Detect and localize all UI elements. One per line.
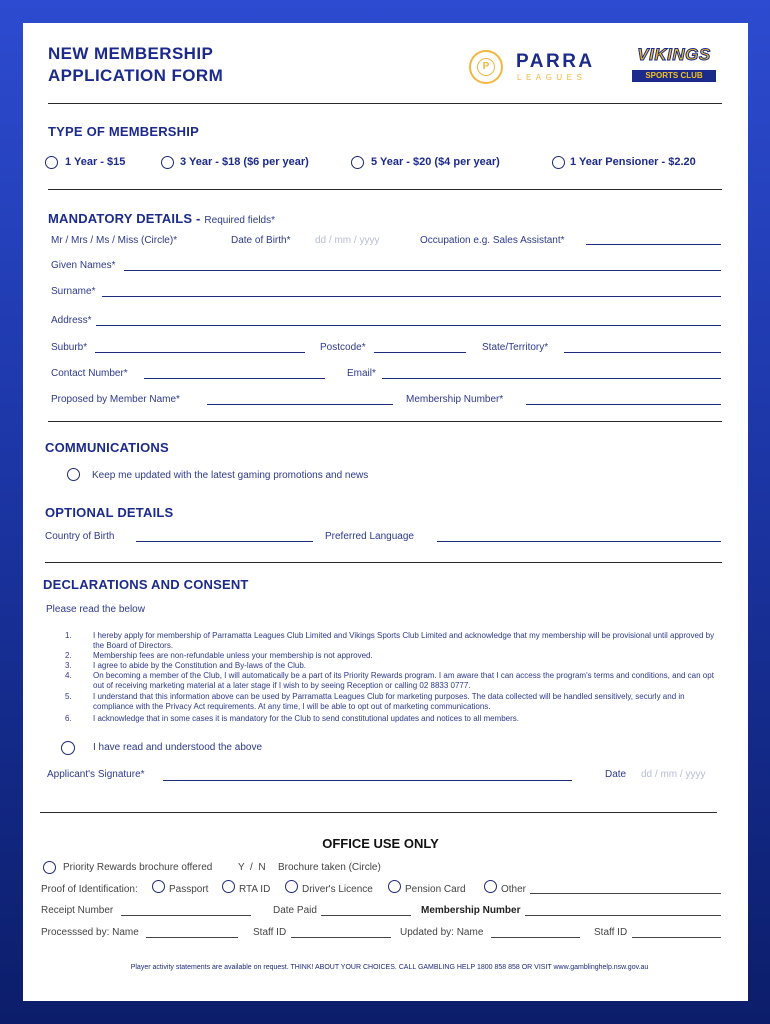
processed-by-label: Processsed by: Name (41, 927, 139, 938)
decl-1-text: I hereby apply for membership of Parramatta Leagues Club Limited and Vikings Sports Club Limited and acknowledge that my membership will be provisional until approved by the Board of Directors. (93, 631, 715, 650)
title-label: Mr / Mrs / Ms / Miss (Circle)* (51, 235, 178, 246)
membership-type-heading: TYPE OF MEMBERSHIP (48, 124, 199, 139)
required-fields-note: Required fields* (204, 215, 276, 226)
signature-field[interactable] (163, 780, 572, 781)
country-label: Country of Birth (45, 531, 115, 542)
signature-label: Applicant's Signature* (47, 769, 145, 780)
email-field[interactable] (382, 378, 721, 379)
drivers-licence-radio[interactable] (285, 880, 298, 893)
rta-id-label: RTA ID (239, 884, 271, 895)
membership-1yr-radio[interactable] (45, 156, 58, 169)
brochure-offered-label: Priority Rewards brochure offered (63, 862, 213, 873)
sports-club-logo-text: SPORTS CLUB (632, 70, 716, 82)
parra-circle-icon: P (469, 50, 503, 84)
proposer-field[interactable] (207, 404, 393, 405)
email-label: Email* (347, 368, 376, 379)
optional-heading: OPTIONAL DETAILS (45, 505, 174, 520)
contact-number-label: Contact Number* (51, 368, 128, 379)
gaming-updates-label: Keep me updated with the latest gaming promotions and news (92, 470, 369, 481)
form-title-line2: APPLICATION FORM (48, 66, 224, 85)
postcode-label: Postcode* (320, 342, 366, 353)
vikings-logo-text: VIKINGS (637, 45, 711, 64)
form-title-line1: NEW MEMBERSHIP (48, 44, 214, 63)
staff-id-label: Staff ID (253, 927, 287, 938)
contact-number-field[interactable] (144, 378, 325, 379)
dob-label: Date of Birth* (231, 235, 291, 246)
updated-by-label: Updated by: Name (400, 927, 484, 938)
surname-field[interactable] (102, 296, 721, 297)
postcode-field[interactable] (374, 352, 466, 353)
decl-4-text: On becoming a member of the Club, I will automatically be a part of its Priority Rewards program. I am aware that I can access the program's terms and conditions, and can opt out of receiving marketing material at a later stage if I wish to by seeing Reception or calling 02 8833 0777. (93, 671, 714, 690)
confirm-read-radio[interactable] (61, 741, 75, 755)
mandatory-divider (48, 421, 722, 422)
address-label: Address* (51, 315, 92, 326)
updated-by-field[interactable] (491, 937, 580, 938)
membership-divider (48, 189, 722, 190)
staff-id-2-label: Staff ID (594, 927, 628, 938)
suburb-field[interactable] (95, 352, 305, 353)
office-use-heading: OFFICE USE ONLY (322, 836, 439, 851)
member-number-field[interactable] (526, 404, 721, 405)
pension-card-label: Pension Card (405, 884, 466, 895)
mandatory-heading (48, 210, 275, 228)
receipt-number-field[interactable] (121, 915, 251, 916)
address-field[interactable] (96, 325, 721, 326)
other-id-field[interactable] (530, 893, 721, 894)
form-page (23, 23, 748, 1001)
member-number-label: Membership Number* (406, 394, 504, 405)
brochure-yn[interactable]: Y / N (238, 862, 266, 873)
membership-5yr-label: 5 Year - $20 ($4 per year) (371, 156, 500, 168)
membership-number-office-field[interactable] (525, 915, 721, 916)
membership-5yr-radio[interactable] (351, 156, 364, 169)
decl-2-text: Membership fees are non-refundable unless your membership is not approved. (93, 651, 373, 660)
date-paid-field[interactable] (321, 915, 411, 916)
language-label: Preferred Language (325, 531, 414, 542)
country-field[interactable] (136, 541, 313, 542)
decl-3-text: I agree to abide by the Constitution and By-laws of the Club. (93, 661, 307, 670)
communications-heading: COMMUNICATIONS (45, 440, 169, 455)
optional-divider (45, 562, 722, 563)
declarations-heading: DECLARATIONS AND CONSENT (43, 577, 249, 592)
decl-4-num: 4. (65, 671, 72, 680)
rta-id-radio[interactable] (222, 880, 235, 893)
passport-label: Passport (169, 884, 209, 895)
state-field[interactable] (564, 352, 721, 353)
vikings-sports-club-logo (628, 45, 720, 85)
mandatory-heading-text: MANDATORY DETAILS (48, 211, 193, 226)
decl-3-num: 3. (65, 661, 72, 670)
membership-3yr-label: 3 Year - $18 ($6 per year) (180, 156, 309, 168)
decl-5-num: 5. (65, 692, 72, 701)
occupation-field[interactable] (586, 244, 721, 245)
suburb-label: Suburb* (51, 342, 88, 353)
drivers-licence-label: Driver's Licence (302, 884, 373, 895)
receipt-number-label: Receipt Number (41, 905, 114, 916)
given-names-label: Given Names* (51, 260, 116, 271)
decl-6-text: I acknowledge that in some cases it is mandatory for the Club to send constitutional updates and notices to all members. (93, 714, 520, 723)
date-paid-label: Date Paid (273, 905, 317, 916)
brochure-offered-radio[interactable] (43, 861, 56, 874)
confirm-read-label: I have read and understood the above (93, 742, 263, 753)
membership-number-office-label: Membership Number (421, 905, 521, 916)
parra-leagues-logo (469, 48, 619, 88)
passport-radio[interactable] (152, 880, 165, 893)
declarations-divider (40, 812, 717, 813)
surname-label: Surname* (51, 286, 96, 297)
membership-pensioner-label: 1 Year Pensioner - $2.20 (570, 156, 696, 168)
decl-5-text: I understand that this information above can be used by Parramatta Leagues Club for marketing purposes. The data collected will be handled sensitively, securly and in compliance with the Privacy Act requirements. At any time, I will be able to opt out of marketing communications. (93, 692, 685, 711)
given-names-field[interactable] (124, 270, 721, 271)
leagues-logo-text: LEAGUES (517, 73, 587, 82)
brochure-taken-label: Brochure taken (Circle) (278, 862, 381, 873)
gaming-updates-radio[interactable] (67, 468, 80, 481)
other-id-radio[interactable] (484, 880, 497, 893)
language-field[interactable] (437, 541, 721, 542)
proof-id-label: Proof of Identification: (41, 884, 138, 895)
decl-2-num: 2. (65, 651, 72, 660)
decl-1-num: 1. (65, 631, 72, 640)
parra-logo-text: PARRA (516, 51, 595, 72)
decl-6-num: 6. (65, 714, 72, 723)
membership-3yr-radio[interactable] (161, 156, 174, 169)
date-label: Date (605, 769, 627, 780)
declarations-intro: Please read the below (46, 604, 145, 615)
other-id-label: Other (501, 884, 527, 895)
processed-by-field[interactable] (146, 937, 238, 938)
occupation-label: Occupation e.g. Sales Assistant* (420, 235, 565, 246)
pension-card-radio[interactable] (388, 880, 401, 893)
staff-id-2-field[interactable] (632, 937, 721, 938)
proposer-label: Proposed by Member Name* (51, 394, 180, 405)
header-divider (48, 103, 722, 104)
gambling-help-footer: Player activity statements are available on request. THINK! ABOUT YOUR CHOICES. CALL GAMBLING HELP 1800 858 858 OR VISIT www.gamblinghelp.nsw.gov.au (130, 964, 649, 971)
state-label: State/Territory* (482, 342, 549, 353)
form-title (48, 43, 223, 87)
mandatory-heading-sep: - (192, 211, 205, 226)
dob-field[interactable]: dd / mm / yyyy (315, 235, 380, 246)
membership-1yr-label: 1 Year - $15 (65, 156, 126, 168)
membership-pensioner-radio[interactable] (552, 156, 565, 169)
date-field[interactable]: dd / mm / yyyy (641, 769, 706, 780)
staff-id-field[interactable] (291, 937, 391, 938)
